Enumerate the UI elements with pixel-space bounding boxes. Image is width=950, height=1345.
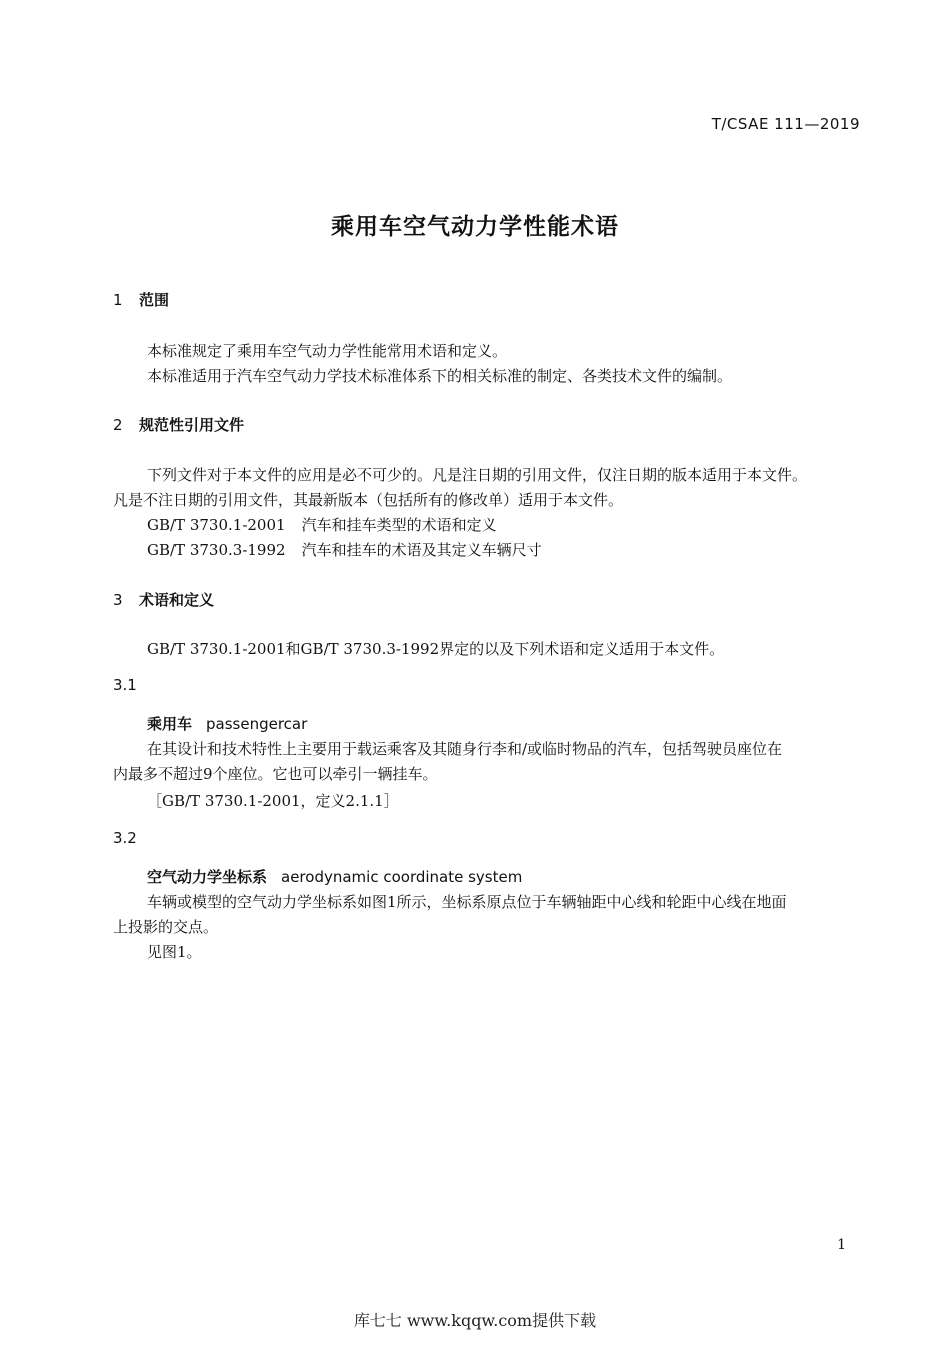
- section-title: 范围: [139, 291, 170, 309]
- term-source: ［GB/T 3730.1-2001，定义2.1.1］: [147, 792, 399, 810]
- term-number: 3.2: [113, 829, 137, 847]
- section-2-paragraph-line-2: 凡是不注日期的引用文件，其最新版本（包括所有的修改单）适用于本文件。: [113, 491, 624, 509]
- section-title: 规范性引用文件: [139, 416, 245, 434]
- section-2-heading: [113, 414, 244, 435]
- term-heading: [147, 713, 307, 734]
- document-title: 乘用车空气动力学性能术语: [331, 214, 619, 240]
- section-number: 2: [113, 416, 123, 434]
- section-title: 术语和定义: [139, 591, 215, 609]
- term-definition-line-2: 上投影的交点。: [113, 918, 219, 936]
- download-watermark: 库七七 www.kqqw.com提供下载: [353, 1311, 597, 1330]
- section-number: 1: [113, 291, 123, 309]
- term-en: aerodynamic coordinate system: [281, 868, 523, 886]
- reference-code: GB/T 3730.1-2001: [147, 516, 286, 534]
- standard-id: T/CSAE 111—2019: [711, 115, 860, 133]
- term-cn: 乘用车: [147, 715, 193, 733]
- reference-item: [147, 539, 542, 560]
- term-en: passengercar: [206, 715, 308, 733]
- section-1-paragraph-2: 本标准适用于汽车空气动力学技术标准体系下的相关标准的制定、各类技术文件的编制。: [147, 367, 733, 385]
- reference-title: 汽车和挂车的术语及其定义车辆尺寸: [301, 541, 542, 559]
- section-number: 3: [113, 591, 123, 609]
- section-1-heading: [113, 289, 169, 310]
- term-note: 见图1。: [147, 943, 202, 961]
- term-number: 3.1: [113, 676, 137, 694]
- term-cn: 空气动力学坐标系: [147, 868, 268, 886]
- section-3-intro: GB/T 3730.1-2001和GB/T 3730.3-1992界定的以及下列术语和定义适用于本文件。: [147, 640, 725, 658]
- reference-title: 汽车和挂车类型的术语和定义: [301, 516, 497, 534]
- term-definition-line-1: 在其设计和技术特性上主要用于载运乘客及其随身行李和/或临时物品的汽车，包括驾驶员座位在: [147, 740, 783, 758]
- reference-code: GB/T 3730.3-1992: [147, 541, 286, 559]
- section-3-heading: [113, 589, 214, 610]
- term-definition-line-1: 车辆或模型的空气动力学坐标系如图1所示，坐标系原点位于车辆轴距中心线和轮距中心线在地面: [147, 893, 787, 911]
- term-definition-line-2: 内最多不超过9个座位。它也可以牵引一辆挂车。: [113, 765, 438, 783]
- term-heading: [147, 866, 522, 887]
- page-number: 1: [837, 1237, 846, 1253]
- section-1-paragraph-1: 本标准规定了乘用车空气动力学性能常用术语和定义。: [147, 342, 508, 360]
- reference-item: [147, 514, 497, 535]
- section-2-paragraph-line-1: 下列文件对于本文件的应用是必不可少的。凡是注日期的引用文件，仅注日期的版本适用于本文件。: [147, 466, 808, 484]
